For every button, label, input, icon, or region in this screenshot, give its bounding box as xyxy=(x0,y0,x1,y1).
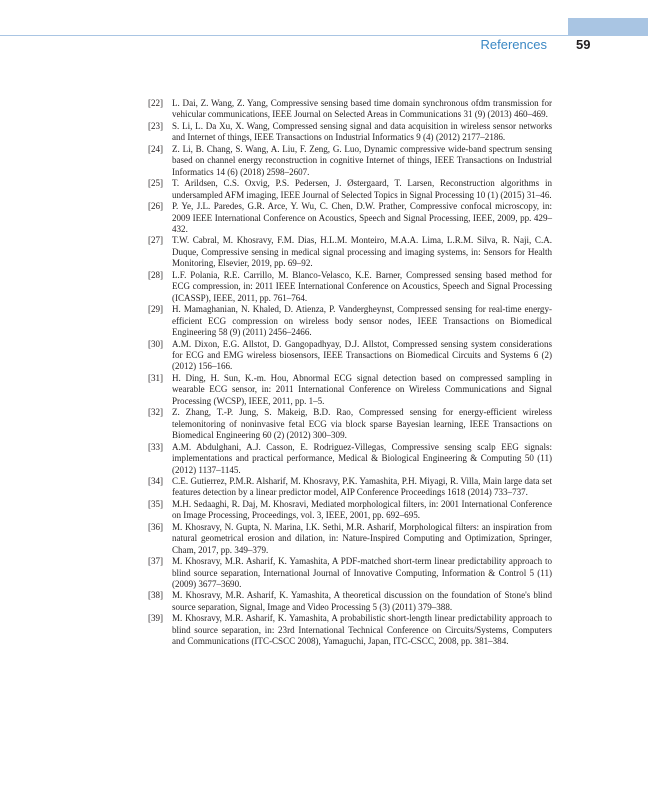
reference-item xyxy=(148,270,552,304)
reference-number: [28] xyxy=(148,269,164,280)
reference-number: [24] xyxy=(148,143,164,154)
reference-number: [36] xyxy=(148,521,164,532)
reference-text: M. Khosravy, N. Gupta, N. Marina, I.K. Sethi, M.R. Asharif, Morphological filters: an inspiration from natural geometrical erosion and dilation, in: Nature-Inspired Computing and Optimization, Springer, Cham, 2017, pp. 349–379. xyxy=(172,521,552,555)
reference-item xyxy=(148,121,552,144)
reference-number: [26] xyxy=(148,201,164,212)
page-number: 59 xyxy=(576,37,591,52)
reference-number: [27] xyxy=(148,235,164,246)
reference-item xyxy=(148,442,552,476)
reference-item xyxy=(148,304,552,338)
reference-item xyxy=(148,613,552,647)
reference-text: H. Mamaghanian, N. Khaled, D. Atienza, P. Vandergheynst, Compressed sensing for real-time energy-efficient ECG compression on wireless body sensor nodes, IEEE Transactions on Biomedical Engineering 58 (9) (2011) 2456–2466. xyxy=(172,304,552,338)
reference-text: M. Khosravy, M.R. Asharif, K. Yamashita, A PDF-matched short-term linear predictability approach to blind source separation, International Journal of Innovative Computing, Information & Control 5 (11) (2009) 3677–3690. xyxy=(172,556,552,590)
reference-text: A.M. Abdulghani, A.J. Casson, E. Rodriguez-Villegas, Compressive sensing scalp EEG signals: implementations and practical performance, Medical & Biological Engineering & Computing 50 (11) (2012) 1137–1145. xyxy=(172,441,552,475)
reference-item xyxy=(148,590,552,613)
reference-text: M. Khosravy, M.R. Asharif, K. Yamashita, A probabilistic short-length linear predictability approach to blind source separation, in: 23rd International Technical Conference on Circuits/Systems, Computers and Communications (ITC-CSCC 2008), Yamaguchi, Japan, ITC-CSCC, 2008, pp. 381–384. xyxy=(172,613,552,647)
reference-number: [32] xyxy=(148,407,164,418)
reference-number: [39] xyxy=(148,613,164,624)
reference-item xyxy=(148,339,552,373)
reference-item xyxy=(148,499,552,522)
reference-number: [22] xyxy=(148,98,164,108)
reference-item xyxy=(148,235,552,269)
reference-number: [23] xyxy=(148,120,164,131)
reference-text: L. Dai, Z. Wang, Z. Yang, Compressive sensing based time domain synchronous ofdm transmission for vehicular communications, IEEE Journal on Selected Areas in Communications 31 (9) (2013) 460–469. xyxy=(172,98,552,120)
reference-number: [35] xyxy=(148,498,164,509)
header-rule xyxy=(0,35,648,36)
reference-item xyxy=(148,556,552,590)
reference-text: S. Li, L. Da Xu, X. Wang, Compressed sensing signal and data acquisition in wireless sensor networks and Internet of things, IEEE Transactions on Industrial Informatics 9 (4) (2012) 2177–2186. xyxy=(172,120,552,143)
reference-item xyxy=(148,98,552,121)
reference-item xyxy=(148,476,552,499)
reference-item xyxy=(148,178,552,201)
reference-text: Z. Zhang, T.-P. Jung, S. Makeig, B.D. Rao, Compressed sensing for energy-efficient wireless telemonitoring of noninvasive fetal ECG via block sparse Bayesian learning, IEEE Transactions on Biomedical Engineering 60 (2) (2012) 300–309. xyxy=(172,407,552,441)
reference-item xyxy=(148,407,552,441)
reference-text: Z. Li, B. Chang, S. Wang, A. Liu, F. Zeng, G. Luo, Dynamic compressive wide-band spectrum sensing based on channel energy reconstruction in cognitive Internet of things, IEEE Transactions on Industrial Informatics 14 (6) (2018) 2598–2607. xyxy=(172,143,552,177)
reference-list xyxy=(148,98,552,648)
reference-number: [25] xyxy=(148,178,164,189)
reference-text: A.M. Dixon, E.G. Allstot, D. Gangopadhyay, D.J. Allstot, Compressed sensing system considerations for ECG and EMG wireless biosensors, IEEE Transactions on Biomedical Circuits and Systems 6 (2) (2012) 156–166. xyxy=(172,338,552,372)
reference-number: [31] xyxy=(148,372,164,383)
reference-text: T. Arildsen, C.S. Oxvig, P.S. Pedersen, J. Østergaard, T. Larsen, Reconstruction algorithms in undersampled AFM imaging, IEEE Journal of Selected Topics in Signal Processing 10 (1) (2015) 31–46. xyxy=(172,178,552,200)
reference-text: M. Khosravy, M.R. Asharif, K. Yamashita, A theoretical discussion on the foundation of Stone's blind source separation, Signal, Image and Video Processing 5 (3) (2011) 379–388. xyxy=(172,590,552,612)
reference-item xyxy=(148,201,552,235)
reference-text: C.E. Gutierrez, P.M.R. Alsharif, M. Khosravy, P.K. Yamashita, P.H. Miyagi, R. Villa, Main large data set features detection by a linear predictor model, AIP Conference Proceedings 1618 (2014) 733–737. xyxy=(172,475,552,498)
reference-item xyxy=(148,373,552,407)
reference-number: [30] xyxy=(148,338,164,349)
reference-item xyxy=(148,144,552,178)
header-accent-block xyxy=(568,18,648,36)
running-title: References xyxy=(480,37,547,52)
reference-text: T.W. Cabral, M. Khosravy, F.M. Dias, H.L.M. Monteiro, M.A.A. Lima, L.R.M. Silva, R. Naji, C.A. Duque, Compressive sensing in medical signal processing and imaging systems, in: Sensors for Health Monitoring, Elsevier, 2019, pp. 69–92. xyxy=(172,235,552,269)
reference-text: P. Ye, J.L. Paredes, G.R. Arce, Y. Wu, C. Chen, D.W. Prather, Compressive confocal microscopy, in: 2009 IEEE International Conference on Acoustics, Speech and Signal Processing, IEEE, 2009, pp. 429–432. xyxy=(172,201,552,234)
reference-number: [33] xyxy=(148,441,164,452)
reference-number: [38] xyxy=(148,590,164,601)
reference-number: [29] xyxy=(148,304,164,315)
reference-number: [37] xyxy=(148,556,164,567)
reference-item xyxy=(148,522,552,556)
reference-text: M.H. Sedaaghi, R. Daj, M. Khosravi, Mediated morphological filters, in: 2001 International Conference on Image Processing, Proceedings, vol. 3, IEEE, 2001, pp. 692–695. xyxy=(172,498,552,521)
reference-text: H. Ding, H. Sun, K.-m. Hou, Abnormal ECG signal detection based on compressed sampling in wearable ECG sensor, in: 2011 International Conference on Wireless Communications and Signal Processing (WCSP), IEEE, 2011, pp. 1–5. xyxy=(172,372,552,406)
reference-text: L.F. Polania, R.E. Carrillo, M. Blanco-Velasco, K.E. Barner, Compressed sensing based method for ECG compression, in: 2011 IEEE International Conference on Acoustics, Speech and Signal Processing (ICASSP), IEEE, 2011, pp. 761–764. xyxy=(172,269,552,303)
reference-number: [34] xyxy=(148,475,164,486)
